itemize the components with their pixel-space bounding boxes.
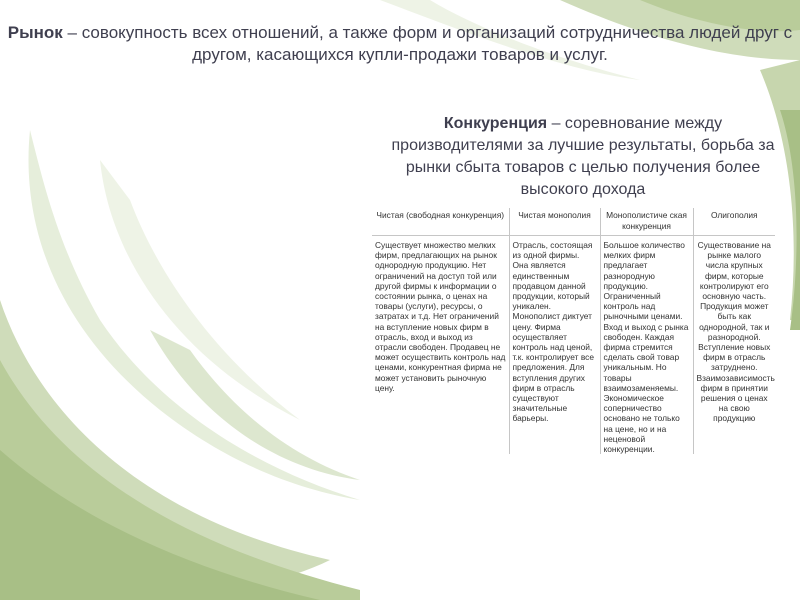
table-cell: Существование на рынке малого числа крупных фирм, которые контролируют его основную часть. Продукция может быть как однородной, так и разнородной. Вступление новых фирм в отрасль затруднено. Взаимозависимость фирм в принятии решения о ценах на свою продукцию [693,236,775,455]
table-row [372,236,775,455]
competition-term: Конкуренция [443,115,548,132]
competition-types-table [372,208,775,454]
competition-definition [378,113,788,201]
table-header-cell: Монополистиче ская конкуренция [600,208,693,236]
table-cell: Отрасль, состоящая из одной фирмы. Она является единственным продавцом данной продукции, который уникален. Монополист диктует цену. Фирма осуществляет контроль над ценой, т.к. контролирует все предложения. Для вступления других фирм в отрасль существуют значительные барьеры. [509,236,600,455]
market-definition [0,22,800,66]
table-header-cell: Олигополия [693,208,775,236]
market-definition-text: – совокупность всех отношений, а также форм и организаций сотрудничества людей друг с другом, касающихся купли-продажи товаров и услуг. [62,23,793,64]
table-cell: Большое количество мелких фирм предлагает разнородную продукцию. Ограниченный контроль над рыночными ценами. Вход и выход с рынка свободен. Каждая фирма стремится сделать свой товар уникальным. Но товары взаимозаменяемы. Экономическое соперничество основано не только на цене, но и на неценовой конкуренции. [600,236,693,455]
table-header-cell: Чистая (свободная конкуренция) [372,208,509,236]
table-header-row [372,208,775,236]
table-cell: Существует множество мелких фирм, предлагающих на рынок однородную продукцию. Нет ограничений на доступ той или другой фирмы к информации о состоянии рынка, о ценах на товары (услуги), ресурсы, о затратах и т.д. Нет ограничений на вступление новых фирм в отрасль, вход и выход из отрасли свободен. Продавец не может осуществить контроль над ценами, конкурентная фирма не может установить рыночную цену. [375,240,506,393]
competition-definition-text: – соревнование между производителями за лучшие результаты, борьба за рынки сбыта товаров с целью получения более высокого дохода [391,115,775,198]
market-term: Рынок [7,23,63,42]
table-header-cell: Чистая монополия [509,208,600,236]
